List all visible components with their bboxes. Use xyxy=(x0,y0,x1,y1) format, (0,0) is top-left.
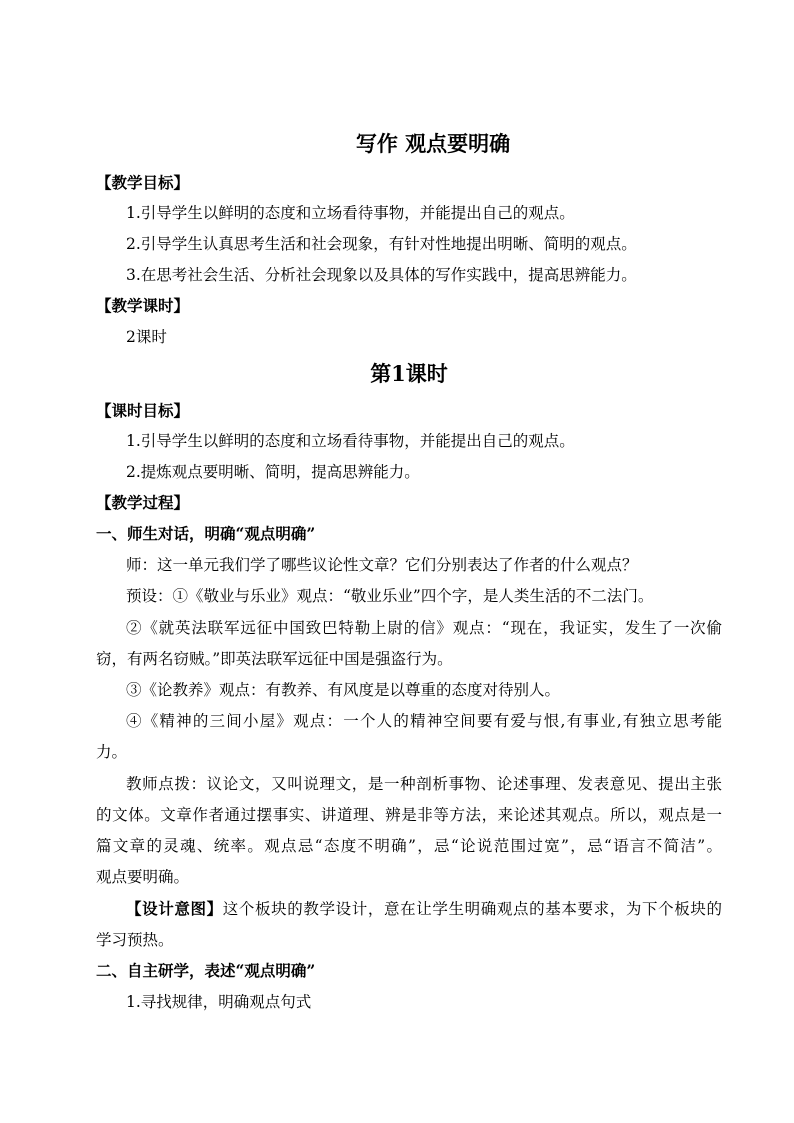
teacher-comment-continued: 的文体。文章作者通过摆事实、讲道理、辨是非等方法，来论述其观点。所以，观点是一 xyxy=(96,806,722,824)
teacher-comment-continued: 观点要明确。 xyxy=(96,868,190,886)
preset-item-continued: 窃，有两名窃贼。”即英法联军远征中国是强盗行为。 xyxy=(96,650,453,668)
objective-item: 3.在思考社会生活、分析社会现象以及具体的写作实践中，提高思辨能力。 xyxy=(126,266,637,284)
section-heading: 一、师生对话，明确“观点明确” xyxy=(96,524,316,543)
objectives-heading: 【教学目标】 xyxy=(96,173,190,192)
hours-heading: 【教学课时】 xyxy=(96,296,190,315)
lesson-objectives-heading: 【课时目标】 xyxy=(96,401,190,420)
teacher-comment-continued: 篇文章的灵魂、统率。观点忌“态度不明确”，忌“论说范围过宽”，忌“语言不简洁”。 xyxy=(96,837,722,855)
process-heading: 【教学过程】 xyxy=(96,493,190,512)
design-intent xyxy=(126,899,722,919)
preset-item: ④《精神的三间小屋》观点：一个人的精神空间要有爱与恨,有事业,有独立思考能 xyxy=(126,712,722,730)
lesson-objective-item: 2.提炼观点要明晰、简明，提高思辨能力。 xyxy=(126,463,420,481)
design-intent-label: 【设计意图】 xyxy=(126,899,223,918)
design-intent-continued: 学习预热。 xyxy=(96,931,174,949)
preset-item: 预设：①《敬业与乐业》观点：“敬业乐业”四个字，是人类生活的不二法门。 xyxy=(126,587,654,605)
teacher-question: 师：这一单元我们学了哪些议论性文章？它们分别表达了作者的什么观点？ xyxy=(126,556,638,574)
preset-item-continued: 力。 xyxy=(96,743,128,761)
preset-item: ③《论教养》观点：有教养、有风度是以尊重的态度对待别人。 xyxy=(126,681,561,699)
objective-item: 1.引导学生以鲜明的态度和立场看待事物，并能提出自己的观点。 xyxy=(126,204,575,222)
teacher-comment: 教师点拨：议论文，又叫说理文，是一种剖析事物、论述事理、发表意见、提出主张 xyxy=(126,775,722,793)
objective-item: 2.引导学生认真思考生活和社会现象，有针对性地提出明晰、简明的观点。 xyxy=(126,235,637,253)
section-item: 1.寻找规律，明确观点句式 xyxy=(126,993,312,1011)
document-title: 写作 观点要明确 xyxy=(355,131,511,156)
preset-item: ②《就英法联军远征中国致巴特勒上尉的信》观点：“现在，我证实，发生了一次偷 xyxy=(126,619,722,637)
hours-value: 2课时 xyxy=(126,328,167,346)
section-heading: 二、自主研学，表述“观点明确” xyxy=(96,961,316,980)
design-intent-text: 这个板块的教学设计，意在让学生明确观点的基本要求，为下个板块的 xyxy=(222,900,722,918)
lesson-title: 第1课时 xyxy=(370,361,448,386)
lesson-objective-item: 1.引导学生以鲜明的态度和立场看待事物，并能提出自己的观点。 xyxy=(126,432,575,450)
